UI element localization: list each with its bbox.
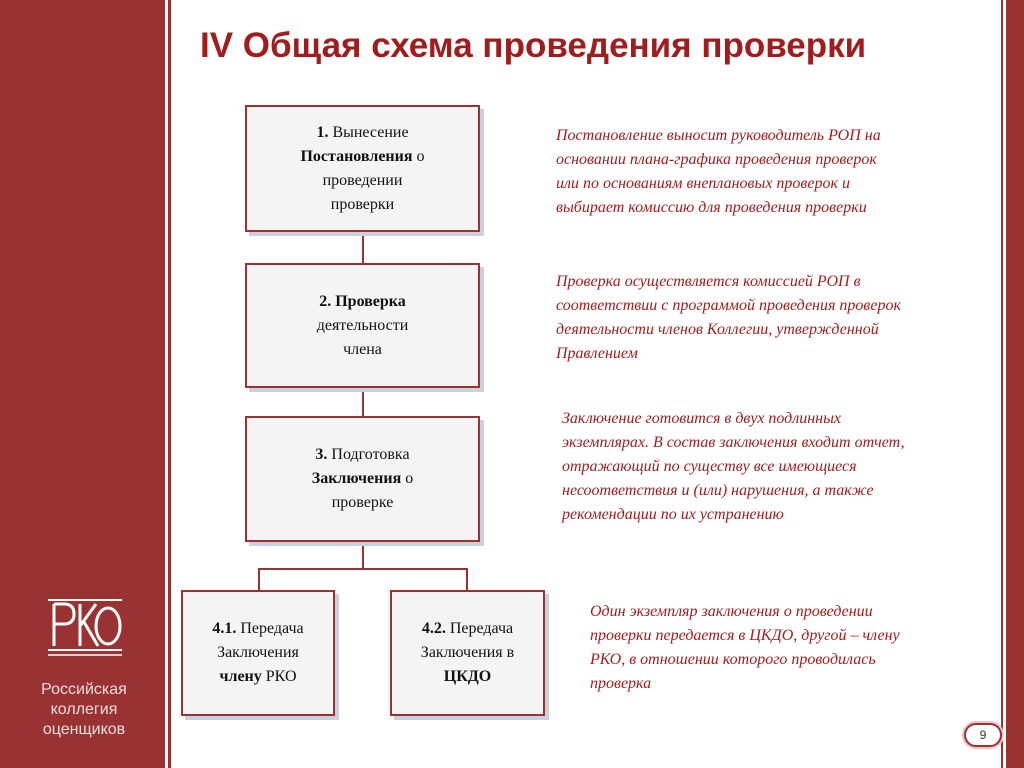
brand-name: Российская коллегия оценщиков [41,681,127,738]
connector-2-3 [362,388,364,418]
note-step-3: Заключение готовится в двух подлинных экземплярах. В состав заключения входит отчет, отражающий по существу все имеющиеся несоответствия и (или) нарушения, а также рекомендации по их устранению [562,410,905,523]
note-step-4: Один экземпляр заключения о проведении проверки передается в ЦКДО, другой – члену РКО, в отношении которого проводилась проверка [590,603,900,692]
step-2-box: 2. Проверка деятельности члена [245,263,480,388]
connector-horizontal [258,568,468,570]
step-4-2-box: 4.2. Передача Заключения в ЦКДО [390,590,545,716]
connector-1-2 [362,232,364,264]
page-title: IV Общая схема проведения проверки [200,26,867,65]
note-step-2: Проверка осуществляется комиссией РОП в соответствии с программой проведения проверок деятельности членов Коллегии, утвержденной Правлением [556,273,901,362]
step-4-1-box: 4.1. Передача Заключения члену РКО [181,590,335,716]
connector-to-4-2 [466,568,468,590]
note-step-1: Постановление выносит руководитель РОП на основании плана-графика проведения проверок или по основаниям внеплановых проверок и выбирает комиссию для проведения проверки [556,127,881,216]
connector-to-4-1 [258,568,260,590]
step-3-box: 3. Подготовка Заключения о проверке [245,416,480,542]
step-1-box: 1. Вынесение Постановления о проведении проверки [245,105,480,232]
connector-3-split [362,542,364,568]
right-divider [1001,0,1003,768]
page-number-badge: 9 [964,723,1002,747]
sidebar-divider [168,0,171,768]
right-bar [1006,0,1024,768]
rko-logo-icon [44,592,126,660]
